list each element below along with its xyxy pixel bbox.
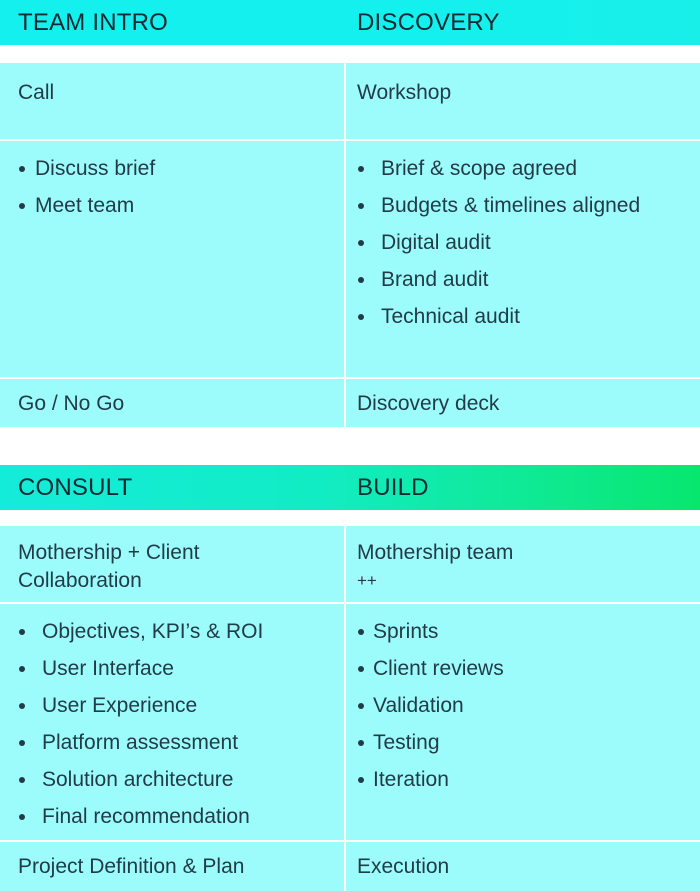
list-item: Testing	[357, 724, 504, 761]
build-heading: BUILD	[357, 473, 429, 501]
list-item: Sprints	[357, 613, 504, 650]
team-intro-meeting-label: Call	[18, 81, 55, 104]
build-meeting-label	[357, 539, 513, 595]
list-item: User Experience	[18, 687, 263, 724]
list-item: Digital audit	[357, 224, 640, 261]
build-outcome-label: Execution	[357, 855, 450, 878]
discovery-outcome-cell	[346, 379, 700, 427]
build-meeting-line1: Mothership team	[357, 541, 514, 564]
build-list	[357, 613, 504, 798]
list-item: Platform assessment	[18, 724, 263, 761]
discovery-heading: DISCOVERY	[357, 8, 500, 36]
build-items-cell	[346, 604, 700, 840]
team-intro-items-cell	[0, 141, 344, 377]
build-meeting-cell	[346, 526, 700, 602]
consult-meeting-line2: Collaboration	[18, 569, 142, 592]
list-item: Meet team	[18, 187, 155, 224]
consult-items-cell	[0, 604, 344, 840]
list-item: Solution architecture	[18, 761, 263, 798]
discovery-list	[357, 150, 640, 335]
team-intro-outcome-cell	[0, 379, 344, 427]
team-intro-heading: TEAM INTRO	[18, 8, 168, 36]
team-intro-outcome-label: Go / No Go	[18, 392, 125, 415]
list-item: Brand audit	[357, 261, 640, 298]
list-item: Objectives, KPI’s & ROI	[18, 613, 263, 650]
list-item: Final recommendation	[18, 798, 263, 835]
consult-meeting-line1: Mothership + Client	[18, 541, 200, 564]
consult-meeting-cell	[0, 526, 344, 602]
consult-outcome-cell	[0, 842, 344, 891]
list-item: User Interface	[18, 650, 263, 687]
consult-outcome-label: Project Definition & Plan	[18, 855, 245, 878]
discovery-meeting-cell	[346, 63, 700, 139]
list-item: Discuss brief	[18, 150, 155, 187]
discovery-items-cell	[346, 141, 700, 377]
build-outcome-cell	[346, 842, 700, 891]
build-meeting-line2: ++	[357, 571, 377, 590]
consult-heading: CONSULT	[18, 473, 133, 501]
discovery-meeting-label: Workshop	[357, 81, 452, 104]
list-item: Client reviews	[357, 650, 504, 687]
team-intro-discovery-header	[0, 0, 700, 45]
discovery-outcome-label: Discovery deck	[357, 392, 500, 415]
consult-list	[18, 613, 263, 835]
list-item: Iteration	[357, 761, 504, 798]
list-item: Technical audit	[357, 298, 640, 335]
list-item: Brief & scope agreed	[357, 150, 640, 187]
consult-build-header	[0, 465, 700, 510]
consult-meeting-label	[18, 539, 200, 595]
list-item: Validation	[357, 687, 504, 724]
list-item: Budgets & timelines aligned	[357, 187, 640, 224]
team-intro-meeting-cell	[0, 63, 344, 139]
team-intro-list	[18, 150, 155, 224]
